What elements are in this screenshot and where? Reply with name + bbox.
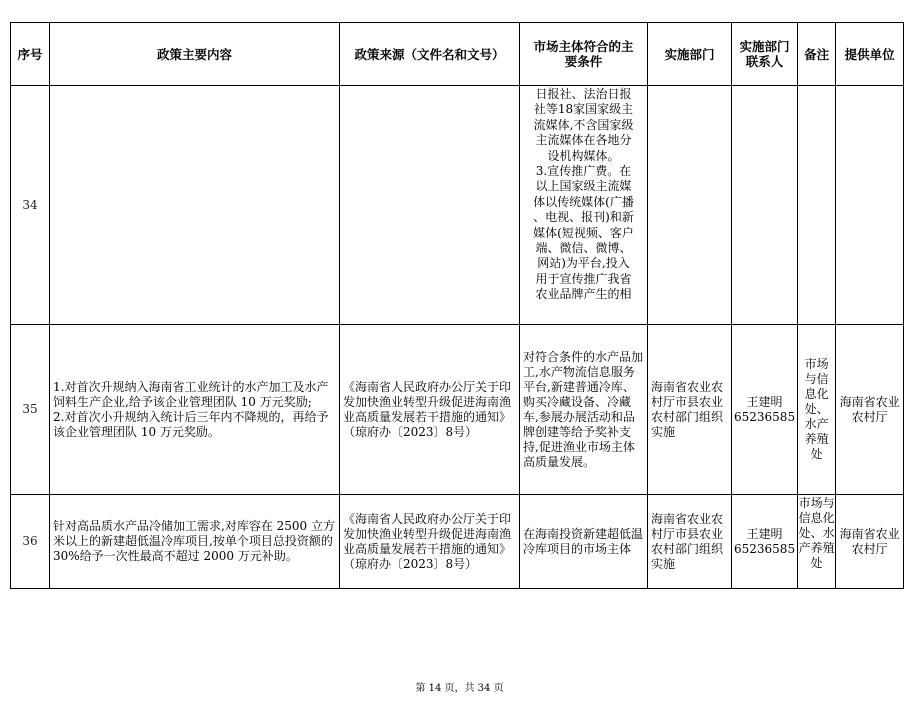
header-conditions xyxy=(520,23,648,86)
header-conditions-line2: 要条件 xyxy=(564,54,603,69)
conditions-line: 、电视、报刊)和新 xyxy=(533,210,634,225)
row-content xyxy=(50,86,340,325)
row-remarks: 市场与信息化处、水产养殖处 xyxy=(798,325,836,495)
header-contact-line1: 实施部门 xyxy=(739,39,790,54)
row-department: 海南省农业农村厅市县农业农村部门组织实施 xyxy=(648,495,732,589)
row-department: 海南省农业农村厅市县农业农村部门组织实施 xyxy=(648,325,732,495)
header-contact-line2: 联系人 xyxy=(745,54,784,69)
content-paragraph-1: 1.对首次升规纳入海南省工业统计的水产加工及水产饲料生产企业,给予该企业管理团队 10 万元奖励; xyxy=(53,379,329,409)
row-content: 针对高品质水产品冷储加工需求,对库容在 2500 立方米以上的新建超低温冷库项目,按单个项目总投资额的 30%给予一次性最高不超过 2000 万元补助。 xyxy=(50,495,340,589)
row-source: 《海南省人民政府办公厅关于印发加快渔业转型升级促进海南渔业高质量发展若干措施的通知》（琼府办〔2023〕8号） xyxy=(340,325,520,495)
row-seq: 36 xyxy=(11,495,50,589)
row-remarks xyxy=(798,495,836,589)
row-conditions: 在海南投资新建超低温冷库项目的市场主体 xyxy=(520,495,648,589)
conditions-line: 流媒体,不含国家级 xyxy=(533,117,634,132)
table-row xyxy=(11,495,904,589)
row-source xyxy=(340,86,520,325)
conditions-line: 用于宣传推广我省 xyxy=(535,271,632,286)
conditions-line: 3.宣传推广费。在 xyxy=(535,164,632,179)
contact-phone: 65236585 xyxy=(734,541,796,556)
row-seq: 35 xyxy=(11,325,50,495)
row-remarks xyxy=(798,86,836,325)
row-department xyxy=(648,86,732,325)
contact-phone: 65236585 xyxy=(734,409,796,424)
table-row xyxy=(11,325,904,495)
row-content xyxy=(50,325,340,495)
row-conditions: 对符合条件的水产品加工,水产物流信息服务平台,新建普通冷库、购买冷藏设备、冷藏车,参展办展活动和品牌创建等给予奖补支持,促进渔业市场主体高质量发展。 xyxy=(520,325,648,495)
row-contact xyxy=(732,495,798,589)
conditions-line: 社等18家国家级主 xyxy=(533,102,634,117)
conditions-line: 体以传统媒体(广播 xyxy=(533,194,634,209)
table-header-row xyxy=(11,23,904,86)
row-provider xyxy=(836,86,904,325)
table-row xyxy=(11,86,904,325)
conditions-continued-text xyxy=(520,86,647,324)
remarks-clipped-text: 市场与信息化处、水产养殖处 xyxy=(798,496,835,570)
header-provider: 提供单位 xyxy=(836,23,904,86)
contact-name: 王建明 xyxy=(746,526,783,541)
row-source: 《海南省人民政府办公厅关于印发加快渔业转型升级促进海南渔业高质量发展若干措施的通知》（琼府办〔2023〕8号） xyxy=(340,495,520,589)
header-source: 政策来源（文件名和文号） xyxy=(340,23,520,86)
conditions-line: 主流媒体在各地分 xyxy=(535,133,632,148)
header-content: 政策主要内容 xyxy=(50,23,340,86)
conditions-line: 农业品牌产生的相 xyxy=(535,287,632,302)
conditions-line: 设机构媒体。 xyxy=(547,148,620,163)
page-number: 第 14 页，共 34 页 xyxy=(415,683,504,694)
row-provider: 海南省农业农村厅 xyxy=(836,495,904,589)
row-provider: 海南省农业农村厅 xyxy=(836,325,904,495)
row-conditions xyxy=(520,86,648,325)
row-seq: 34 xyxy=(11,86,50,325)
conditions-line: 端、微信、微博、 xyxy=(535,241,632,256)
header-seq: 序号 xyxy=(11,23,50,86)
conditions-line: 以上国家级主流媒 xyxy=(535,179,632,194)
conditions-line: 网站)为平台,投入 xyxy=(537,256,630,271)
row-contact xyxy=(732,86,798,325)
conditions-line: 日报社、法治日报 xyxy=(535,87,632,101)
conditions-line: 媒体(短视频、客户 xyxy=(533,225,634,240)
row-contact xyxy=(732,325,798,495)
header-remarks: 备注 xyxy=(798,23,836,86)
policy-table xyxy=(10,22,904,589)
content-paragraph-2: 2.对首次小升规纳入统计后三年内不降规的，再给予该企业管理团队 10 万元奖励。 xyxy=(53,409,329,439)
header-conditions-line1: 市场主体符合的主 xyxy=(533,39,634,54)
header-contact xyxy=(732,23,798,86)
header-department: 实施部门 xyxy=(648,23,732,86)
contact-name: 王建明 xyxy=(746,394,783,409)
